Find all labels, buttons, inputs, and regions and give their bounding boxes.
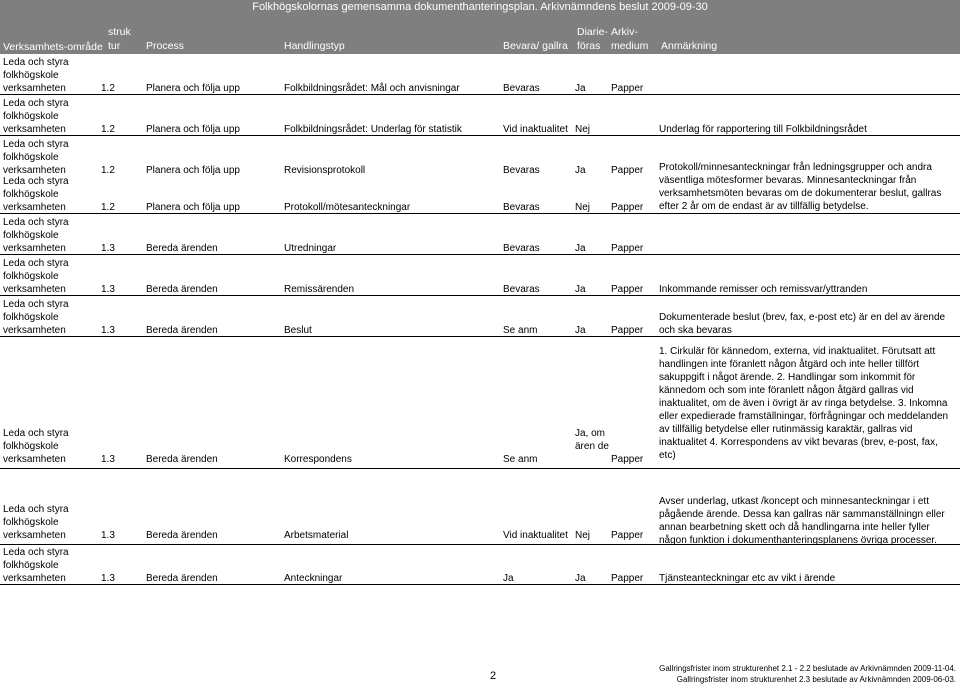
struktur-cell: 1.3 [101,530,115,541]
verksamhet-line: verksamheten [3,454,66,465]
table-row [0,545,960,585]
header-process: Process [146,40,184,52]
verksamhet-line: verksamheten [3,530,66,541]
verksamhet-line: folkhögskole [3,271,59,282]
process-cell: Planera och följa upp [146,202,240,213]
bevara-cell: Bevaras [503,284,540,295]
anmarkning-cell: Avser underlag, utkast /koncept och minnesanteckningar i ett pågående ärende. Dessa kan gallras när sammanställningn eller annan bearbetning skett och då handlingarna inte heller fyller någon funktion i dokumenthanteringsplanens övriga processer. [659,496,945,546]
table-row [0,296,960,337]
struktur-cell: 1.3 [101,454,115,465]
verksamhet-line: Leda och styra [3,176,69,187]
diarie-cell: Ja [575,165,586,176]
diarie-cell: Nej [575,202,591,213]
verksamhet-line: folkhögskole [3,441,59,452]
header-diarie-2: föras [577,40,601,52]
verksamhet-line: Leda och styra [3,428,69,439]
bevara-cell: Ja [503,573,514,584]
verksamhet-line: Leda och styra [3,547,69,558]
process-cell: Bereda ärenden [146,243,218,254]
table-row [0,255,960,296]
arkiv-cell: Papper [611,573,644,584]
diarie-cell: Ja, om ären de [575,428,609,452]
diarie-cell: Ja [575,325,586,336]
arkiv-cell: Papper [611,202,644,213]
header-bevara: Bevara/ gallra [503,40,568,52]
handlingstyp-cell: Utredningar [284,243,337,254]
struktur-cell: 1.2 [101,165,115,176]
struktur-cell: 1.3 [101,325,115,336]
struktur-cell: 1.3 [101,573,115,584]
anmarkning-cell: Protokoll/minnesanteckningar från ledningsgrupper och andra väsentliga mötesformer bevaras. Minnesanteckningar från verksamhetsmöten bevaras om de dokumenterar beslut, gallras efter 2 år om de endast är av tillfällig betydelse. [659,162,942,212]
handlingstyp-cell: Beslut [284,325,312,336]
header-arkiv-2: medium [611,40,649,52]
struktur-cell: 1.2 [101,202,115,213]
diarie-cell: Nej [575,124,591,135]
header-diarie-1: Diarie- [577,26,608,38]
footer-notes [659,663,956,685]
struktur-cell: 1.3 [101,284,115,295]
diarie-cell: Ja [575,284,586,295]
verksamhet-line: verksamheten [3,165,66,176]
header-struktur-1: struk [108,26,131,38]
page-number: 2 [490,670,497,682]
verksamhet-line: folkhögskole [3,517,59,528]
header-verksamhetsomrade: Verksamhets-område [3,41,103,53]
handlingstyp-cell: Protokoll/mötesanteckningar [284,202,411,213]
arkiv-cell: Papper [611,243,644,254]
process-cell: Bereda ärenden [146,530,218,541]
table-row [0,337,960,469]
struktur-cell: 1.2 [101,124,115,135]
footer-note-2: Gallringsfrister inom strukturenhet 2.3 beslutade av Arkivnämnden 2009-06-03. [676,675,956,684]
handlingstyp-cell: Arbetsmaterial [284,530,349,541]
bevara-cell: Bevaras [503,83,540,94]
table-row [0,469,960,545]
struktur-cell: 1.3 [101,243,115,254]
verksamhet-line: Leda och styra [3,504,69,515]
verksamhet-line: verksamheten [3,124,66,135]
anmarkning-cell: Underlag för rapportering till Folkbildningsrådet [659,124,867,135]
struktur-cell: 1.2 [101,83,115,94]
header-anmarkning: Anmärkning [661,40,718,52]
handlingstyp-cell: Revisionsprotokoll [284,165,366,176]
process-cell: Bereda ärenden [146,454,218,465]
verksamhet-line: verksamheten [3,573,66,584]
table-header [0,14,960,54]
document-banner: Folkhögskolornas gemensamma dokumenthanteringsplan. Arkivnämndens beslut 2009-09-30 [0,0,960,14]
verksamhet-line: folkhögskole [3,70,59,81]
verksamhet-line: folkhögskole [3,152,59,163]
verksamhet-line: verksamheten [3,325,66,336]
bevara-cell: Bevaras [503,165,540,176]
verksamhet-line: verksamheten [3,243,66,254]
arkiv-cell: Papper [611,530,644,541]
verksamhet-line: Leda och styra [3,98,69,109]
verksamhet-line: Leda och styra [3,139,69,150]
verksamhet-line: Leda och styra [3,57,69,68]
handlingstyp-cell: Remissärenden [284,284,355,295]
arkiv-cell: Papper [611,454,644,465]
arkiv-cell: Papper [611,165,644,176]
verksamhet-line: folkhögskole [3,230,59,241]
header-arkiv-1: Arkiv- [611,26,638,38]
arkiv-cell: Papper [611,325,644,336]
bevara-cell: Vid inaktualitet [503,124,568,135]
process-cell: Planera och följa upp [146,124,240,135]
verksamhet-line: folkhögskole [3,189,59,200]
verksamhet-line: verksamheten [3,83,66,94]
anmarkning-cell: 1. Cirkulär för kännedom, externa, vid inaktualitet. Förutsatt att handlingen inte föranlett någon åtgärd och inte heller tillfört sakuppgift i något ärende. 2. Handlingar som inkommit för kännedom och som inte föranlett någon åtgärd gallras vid inaktualitet, om de även i övrigt är av ringa betydelse. 3. Inkomna eller expedierade framställningar, förfrågningar och meddelanden av tillfällig betydelse eller rutinmässig karaktär, gallras vid inaktualitet 4. Korrespondens av vikt bevaras (brev, e-post, fax, etc) [659,346,949,461]
table-row [0,214,960,255]
anmarkning-cell: Dokumenterade beslut (brev, fax, e-post etc) är en del av ärende och ska bevaras [659,312,946,336]
anmarkning-cell: Tjänsteanteckningar etc av vikt i ärende [659,573,836,584]
bevara-cell: Se anm [503,325,538,336]
bevara-cell: Bevaras [503,243,540,254]
diarie-cell: Ja [575,243,586,254]
table-row [0,54,960,95]
process-cell: Bereda ärenden [146,325,218,336]
footer-note-1: Gallringsfrister inom strukturenhet 2.1 - 2.2 beslutade av Arkivnämnden 2009-11-04. [659,664,956,673]
arkiv-cell: Papper [611,284,644,295]
bevara-cell: Bevaras [503,202,540,213]
verksamhet-line: Leda och styra [3,217,69,228]
verksamhet-line: verksamheten [3,284,66,295]
process-cell: Bereda ärenden [146,284,218,295]
process-cell: Planera och följa upp [146,83,240,94]
header-struktur-2: tur [108,40,121,52]
process-cell: Bereda ärenden [146,573,218,584]
table-row [0,160,960,214]
handlingstyp-cell: Anteckningar [284,573,343,584]
process-cell: Planera och följa upp [146,165,240,176]
anmarkning-cell: Inkommande remisser och remissvar/yttranden [659,284,868,295]
handlingstyp-cell: Folkbildningsrådet: Underlag för statistik [284,124,462,135]
verksamhet-line: Leda och styra [3,299,69,310]
diarie-cell: Nej [575,530,591,541]
bevara-cell: Se anm [503,454,538,465]
handlingstyp-cell: Korrespondens [284,454,352,465]
header-handlingstyp: Handlingstyp [284,40,345,52]
arkiv-cell: Papper [611,83,644,94]
diarie-cell: Ja [575,83,586,94]
bevara-cell: Vid inaktualitet [503,530,568,541]
verksamhet-line: verksamheten [3,202,66,213]
handlingstyp-cell: Folkbildningsrådet: Mål och anvisningar [284,83,460,94]
verksamhet-line: folkhögskole [3,560,59,571]
verksamhet-line: folkhögskole [3,312,59,323]
verksamhet-line: Leda och styra [3,258,69,269]
table-row [0,95,960,136]
diarie-cell: Ja [575,573,586,584]
verksamhet-line: folkhögskole [3,111,59,122]
